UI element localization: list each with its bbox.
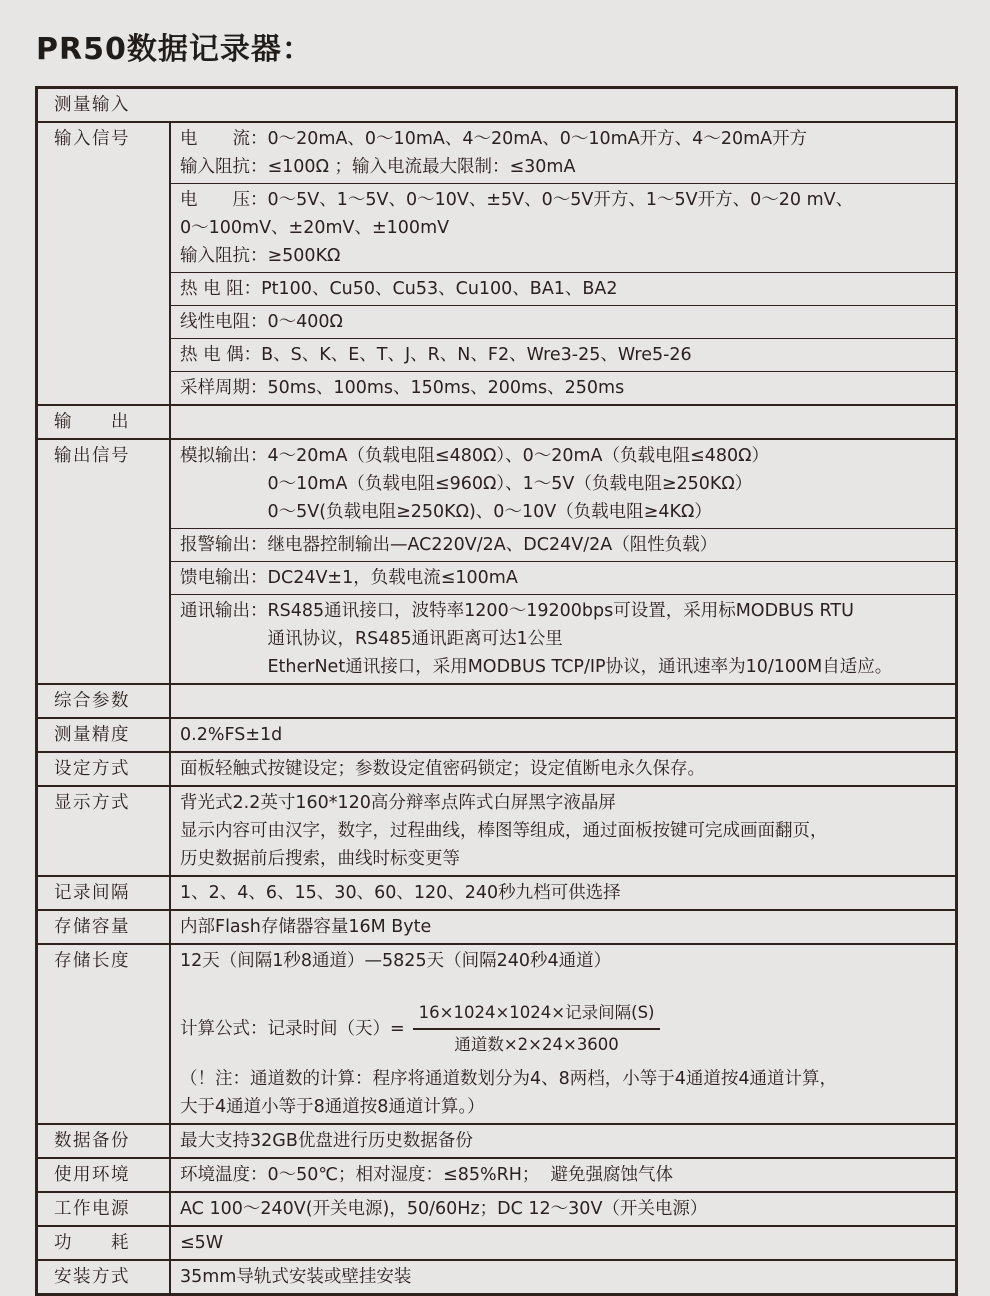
spec-line: 报警输出：继电器控制输出—AC220V/2A、DC24V/2A（阻性负载） [180,535,718,555]
row-content-data-backup [169,1125,955,1157]
storage-note-line: （！注：通道数的计算：程序将通道数划分为4、8两档，小等于4通道按4通道计算， [180,1069,838,1089]
spec-line: 模拟输出：4～20mA（负载电阻≤480Ω）、0～20mA（负载电阻≤480Ω） [180,446,769,466]
spec-sub-cell-output-signal-0 [171,440,955,528]
spec-line: 35mm导轨式安装或壁挂安装 [180,1267,412,1287]
row-label-measurement-input: 测量输入 [54,95,130,115]
row-label-accuracy: 测量精度 [54,725,130,745]
spec-line: 采样周期：50ms、100ms、150ms、200ms、250ms [180,378,625,398]
spec-cell-storage-capacity [171,911,955,943]
row-label-record-interval: 记录间隔 [54,883,130,903]
formula-numerator: 16×1024×1024×记录间隔(S) [413,1001,661,1030]
spec-line: 面板轻触式按键设定；参数设定值密码锁定；设定值断电永久保存。 [180,759,705,779]
spec-row-display-method [38,785,955,875]
spacer [180,975,949,1001]
storage-formula [180,1001,949,1057]
spec-sub-cell-input-signal-2 [171,272,955,305]
spec-cell-display-method [171,787,955,875]
spec-cell-storage-length [171,945,955,1123]
spec-line: 历史数据前后搜索，曲线时标变更等 [180,849,460,869]
row-content-installation [169,1261,955,1293]
row-content-accuracy [169,719,955,751]
spec-line: 背光式2.2英寸160*120高分辩率点阵式白屏黑字液晶屏 [180,793,616,813]
spec-line: 输入阻抗：≤100Ω ；输入电流最大限制：≤30mA [180,157,576,177]
spec-line: 显示内容可由汉字，数字，过程曲线，棒图等组成，通过面板按键可完成画面翻页， [180,821,828,841]
row-label-storage-length: 存储长度 [54,951,130,971]
row-label-data-backup: 数据备份 [54,1131,130,1151]
row-content-storage-capacity [169,911,955,943]
spec-cell-power-consumption [171,1227,955,1259]
spec-row-power-consumption [38,1225,955,1259]
spec-row-record-interval [38,875,955,909]
row-content-operating-environment [169,1159,955,1191]
spec-row-input-signal [38,121,955,404]
spec-sub-cell-input-signal-5 [171,371,955,404]
row-content-power-consumption [169,1227,955,1259]
spec-sub-cell-output-signal-3 [171,594,955,683]
spec-row-power-supply [38,1191,955,1225]
spec-sub-cell-output-signal-2 [171,561,955,594]
row-label-power-supply: 工作电源 [54,1199,130,1219]
spec-line: 输入阻抗：≥500KΩ [180,246,341,266]
row-content-general-params [169,685,955,717]
row-content-power-supply [169,1193,955,1225]
row-label-output: 输 出 [54,412,130,432]
spec-line: 0～5V(负载电阻≥250KΩ)、0～10V（负载电阻≥4KΩ） [180,502,712,522]
spec-line: 热 电 阻：Pt100、Cu50、Cu53、Cu100、BA1、BA2 [180,279,618,299]
spec-cell-installation [171,1261,955,1293]
row-content-storage-length [169,945,955,1123]
spec-line: EtherNet通讯接口，采用MODBUS TCP/IP协议，通讯速率为10/100M自适应。 [180,657,893,677]
spec-sub-cell-input-signal-3 [171,305,955,338]
spec-cell-data-backup [171,1125,955,1157]
row-label-general-params: 综合参数 [54,691,130,711]
storage-range-line: 12天（间隔1秒8通道）—5825天（间隔240秒4通道） [180,951,612,971]
row-label-storage-capacity: 存储容量 [54,917,130,937]
spec-cell-accuracy [171,719,955,751]
spec-row-general-params [38,683,955,717]
spec-sub-cell-input-signal-0 [171,123,955,183]
formula-fraction [413,1001,661,1057]
row-content-setting-method [169,753,955,785]
page-title: PR50数据记录器： [36,32,313,67]
formula-prefix: 计算公式：记录时间（天）= [180,1019,405,1039]
spec-sub-cell-input-signal-1 [171,183,955,272]
row-label-display-method: 显示方式 [54,793,130,813]
formula-denominator: 通道数×2×24×3600 [454,1035,619,1054]
row-content-input-signal [169,123,955,404]
spec-row-measurement-input [38,89,955,121]
spec-line: 1、2、4、6、15、30、60、120、240秒九档可供选择 [180,883,621,903]
row-label-operating-environment: 使用环境 [54,1165,130,1185]
spec-line: 通讯输出：RS485通讯接口，波特率1200～19200bps可设置，采用标MODBUS RTU [180,601,854,621]
spec-row-setting-method [38,751,955,785]
row-label-output-signal: 输出信号 [54,446,130,466]
spec-line: 0～10mA（负载电阻≤960Ω）、1～5V（负载电阻≥250KΩ） [180,474,753,494]
spec-line: 线性电阻：0～400Ω [180,312,343,332]
spec-row-output-signal [38,438,955,683]
spec-row-installation [38,1259,955,1293]
spec-line: 馈电输出：DC24V±1，负载电流≤100mA [180,568,518,588]
row-label-setting-method: 设定方式 [54,759,130,779]
spec-cell-general-params [171,685,955,689]
storage-note-line: 大于4通道小等于8通道按8通道计算。） [180,1097,485,1117]
row-content-display-method [169,787,955,875]
spec-row-accuracy [38,717,955,751]
spec-line: ≤5W [180,1233,224,1253]
spec-line: 环境温度：0～50℃；相对湿度：≤85%RH； 避免强腐蚀气体 [180,1165,674,1185]
spec-line: 电 压：0～5V、1～5V、0～10V、±5V、0～5V开方、1～5V开方、0～20 mV、 [180,190,854,210]
spec-line: 内部Flash存储器容量16M Byte [180,917,432,937]
spec-sub-cell-output-signal-1 [171,528,955,561]
spec-line: 热 电 偶：B、S、K、E、T、J、R、N、F2、Wre3-25、Wre5-26 [180,345,692,365]
spec-table [35,86,958,1296]
spec-row-storage-length [38,943,955,1123]
spec-row-operating-environment [38,1157,955,1191]
spec-line: 最大支持32GB优盘进行历史数据备份 [180,1131,473,1151]
spec-cell-operating-environment [171,1159,955,1191]
spec-line: 0.2%FS±1d [180,725,283,745]
spec-cell-power-supply [171,1193,955,1225]
row-content-output-signal [169,440,955,683]
spec-row-storage-capacity [38,909,955,943]
spec-sub-cell-input-signal-4 [171,338,955,371]
spec-cell-setting-method [171,753,955,785]
spec-line: AC 100～240V(开关电源)，50/60Hz；DC 12～30V（开关电源） [180,1199,708,1219]
spec-line: 0～100mV、±20mV、±100mV [180,218,450,238]
row-label-input-signal: 输入信号 [54,129,130,149]
spec-cell-record-interval [171,877,955,909]
row-content-record-interval [169,877,955,909]
row-label-power-consumption: 功 耗 [54,1233,130,1253]
spec-row-data-backup [38,1123,955,1157]
row-content-output [169,406,955,438]
spec-cell-output [171,406,955,410]
spec-row-output [38,404,955,438]
spec-line: 电 流：0～20mA、0～10mA、4～20mA、0～10mA开方、4～20mA开方 [180,129,808,149]
spec-line: 通讯协议，RS485通讯距离可达1公里 [180,629,563,649]
row-label-installation: 安装方式 [54,1267,130,1287]
